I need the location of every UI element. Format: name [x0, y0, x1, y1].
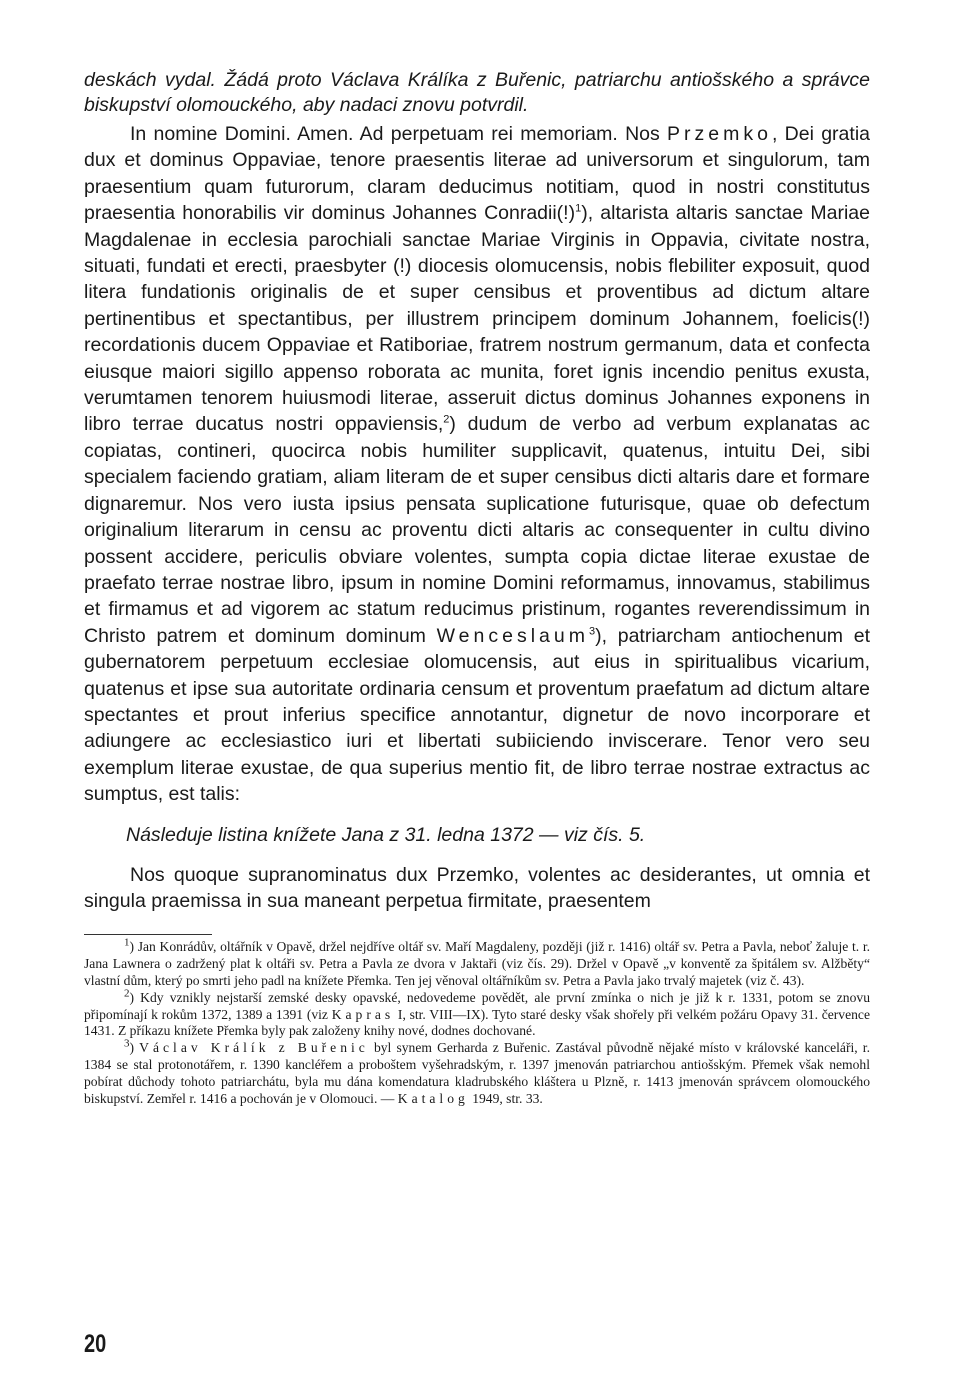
name-wenceslaum: Wenceslaum [436, 624, 589, 647]
intro-summary: deskách vydal. Žádá proto Václava Králíka z Buřenic, patriarchu antiošského a správce biskupství olomouckého, aby nadaci znovu potvrdil. [84, 69, 870, 116]
charter-paragraph-1 [84, 121, 870, 808]
footnote-number: 1 [124, 936, 130, 949]
footnote-text: byl synem Gerharda z Buřenic. Zastával původně nějaké místo v královské kanceláři, r. 1384 se stal protonotářem, r. 1390 kancléřem a proboštem vyšehradským, r. 1397 jmenován patriarchou antiošským. Přemek však nemohl pobírat důchody tohoto patriarchátu, byla mu dána komendatura kladrubského kláštera u Plzně, r. 1413 jmenován správcem olomouckého biskupství. Zemřel r. 1416 a pochován je v Olomouci. — [84, 1040, 870, 1106]
text-segment: ) dudum de verbo ad verbum explanatas ac copiatas, contineri, quocirca nobis humiliter supplicavit, quatenus, intuitu Dei, sibi specialem faciendo gratiam, aliam literam de et super censibus dicti altaris dare et formare dignaremur. Nos vero iusta ipsius pensata suplicatione futurisque, quae ob defectum originalium literarum in censu ac proventu dicti altaris ac consequenter in cultu divino possent accidere, periculis obviare volentes, sumpta copia dictae literae exustae de praefato terrae nostrae libro, ipsum in nomine Domini reformamus, innovamus, stabilimus et firmamus et ad vigorem ac statum reducimus pristinum, rogantes reverendissimum in Christo patrem et dominum dominum [84, 413, 871, 647]
footnote-2 [84, 987, 870, 1040]
name-przemko: Przemko [667, 123, 772, 145]
footnote-text: 1949, str. 33. [468, 1090, 543, 1106]
page-content [84, 68, 870, 1107]
footnote-divider [84, 934, 212, 935]
footnotes [84, 934, 870, 1107]
footnote-1 [84, 936, 870, 989]
page-number: 20 [84, 1330, 107, 1358]
footnote-ref-1[interactable]: 1 [575, 202, 582, 215]
footnote-text: ) Jan Konrádův, oltářník v Opavě, držel nejdříve oltář sv. Maří Magdaleny, později (již r. 1416) oltář sv. Petra a Pavla, neboť žaluje t. r. Jana Lawnera o zadržený plat k oltáři sv. Petra a Pavla ze dvora v Jaktaři (viz čís. 29). Držel v Opavě „v konventě za špitálem sv. Alžběty“ vlastní dům, který po smrti jeho padl na knížete Přemka. Ten jej věnoval oltářníkům sv. Petra a Pavla jako trvalý majetek (viz č. 43). [84, 939, 870, 988]
catalog-name: Katalog [397, 1090, 469, 1106]
author-name-kapras: Kapras [331, 1006, 395, 1022]
footnote-3: $^3$) Václav Králík z Buřenic byl synem Gerharda z Buřenic. Zastával původně nějaké místo v královské kanceláři, r. 1384 se stal protonotářem, r. 1390 kancléřem a proboštem vyšehradským, r. 1397 jmenován patriarchou antiošským. Přemek však nemohl pobírat důchody tohoto patriarchátu, byla mu dána komendatura kladrubského kláštera u Plzně, r. 1413 jmenován správcem olomouckého biskupství. Zemřel r. 1416 a pochován je v Olomouci. — Katalog 1949, str. 33. [84, 1037, 870, 1106]
footnote-ref-2[interactable]: 2 [443, 413, 450, 426]
footnote-text: ) Kdy vznikly nejstarší zemské desky opavské, nedovedeme povědět, ale první zmínka o nich je již k r. 1331, potom se znovu připomínají k rokům 1372, 1389 a 1391 (viz [84, 989, 870, 1022]
charter-paragraph-2: Nos quoque supranominatus dux Przemko, volentes ac desiderantes, ut omnia et singula praemissa in sua maneant perpetua firmitate, praesentem [84, 863, 870, 912]
text-segment: , Dei gratia dux et dominus Oppaviae, tenore praesentis literae ad universorum et singulorum, tam praesentium quam futurorum, claram deducimus notitiam, quod in nostri constitutus praesentia honorabilis vir dominus Johannes Conradii(!) [84, 123, 870, 225]
text-segment: ), patriarcham antiochenum et gubernatorem perpetuum ecclesiae olomucensis, aut eius in spiritualibus vicarium, quatenus et ipse sua autoritate ordinaria censum et proventum praefatum ad dictum altare spectantes et prout inferius specifice annotantur, dignetur de novo incorporare et adiungere ac ecclesiastico iuri et libertati subiiciendo inviscerare. Tenor vero seu exemplum literae exustae, de qua superius mentio fit, de libro terrae nostrae extractus ac sumptus, est talis: [84, 624, 870, 806]
text-segment: In nomine Domini. Amen. Ad perpetuam rei memoriam. Nos [130, 123, 668, 145]
footnote-number: 2 [124, 987, 130, 1000]
footnote-number: 3 [124, 1037, 130, 1050]
footnote-text: I, str. VIII—IX). Tyto staré desky však shořely při velkém požáru Opavy 31. července 1431. Z příkazu knížete Přemka byly pak založeny knihy nové, dodnes dochované. [84, 1006, 870, 1039]
person-name: Václav Králík z Buřenic [139, 1040, 369, 1056]
text-segment: ), altarista altaris sanctae Mariae Magdalenae in ecclesia parochiali sanctae Mariae Virginis in Oppavia, civitate nostra, situati, fundati et erecti, praesbyter (!) diocesis olomucensis, nobis flebiliter exposuit, quod litera fundationis originalis de et super censibus et proventibus ad dictum altare pertinentibus et spectantibus, per illustrem principem dominum Johannem, foelicis(!) recordationis ducem Oppaviae et Ratiboriae, fratrem nostrum germanum, data et confecta eiusque maiori sigillo appenso roborata ac munita, foret ignis incendio penitus exusta, verumtamen tenorem huiusmodi literae, asseruit dictus dominus Johannes exponens in libro terrae ducatus nostri oppaviensis, [84, 202, 870, 436]
footnote-ref-3[interactable]: 3 [588, 625, 596, 638]
editorial-note: Následuje listina knížete Jana z 31. ledna 1372 — viz čís. 5. [126, 823, 646, 846]
